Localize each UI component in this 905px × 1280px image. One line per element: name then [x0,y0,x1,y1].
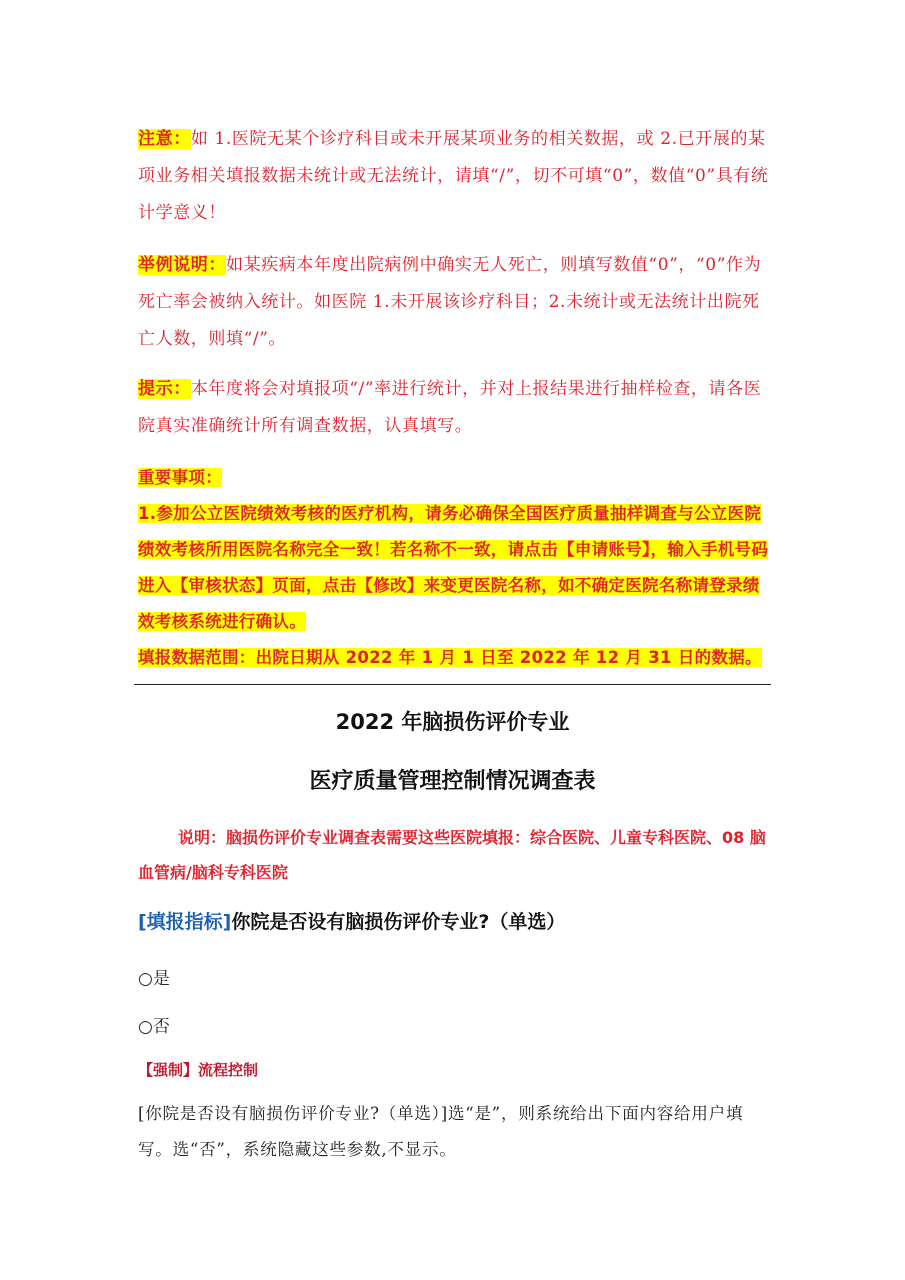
notice-paragraph [138,121,770,232]
data-range: 填报数据范围：出院日期从 2022 年 1 月 1 日至 2022 年 12 月 31 日的数据。 [138,648,762,667]
hint-paragraph [138,371,770,445]
page-title-line-2: 医疗质量管理控制情况调查表 [309,769,596,794]
option-yes[interactable]: ○是 [138,969,170,989]
example-paragraph [138,247,770,358]
hint-label: 提示： [138,379,191,399]
divider [134,684,771,685]
flow-control-text: [你院是否设有脑损伤评价专业?（单选）]选“是”，则系统给出下面内容给用户填写。选“否”，系统隐藏这些参数,不显示。 [138,1104,744,1159]
option-no[interactable]: ○否 [138,1017,170,1037]
question [138,907,770,934]
description: 说明：脑损伤评价专业调查表需要这些医院填报：综合医院、儿童专科医院、08 脑血管病/脑科专科医院 [138,828,766,882]
notice-text: 如 1.医院无某个诊疗科目或未开展某项业务的相关数据，或 2.已开展的某项业务相关填报数据未统计或无法统计，请填“/”，切不可填“0”，数值“0”具有统计学意义！ [138,129,769,223]
important-section [138,460,770,676]
notice-label: 注意： [138,129,191,149]
example-label: 举例说明： [138,255,226,275]
page-title-line-1: 2022 年脑损伤评价专业 [335,710,570,734]
flow-control-label: 【强制】流程控制 [138,1061,259,1079]
important-item-1: 1.参加公立医院绩效考核的医疗机构，请务必确保全国医疗质量抽样调查与公立医院绩效考核所用医院名称完全一致！若名称不一致，请点击【申请账号】，输入手机号码进入【审核状态】页面，点击【修改】来变更医院名称，如不确定医院名称请登录绩效考核系统进行确认。 [138,504,769,631]
example-text: 如某疾病本年度出院病例中确实无人死亡，则填写数值“0”，“0”作为死亡率会被纳入统计。如医院 1.未开展该诊疗科目；2.未统计或无法统计出院死亡人数，则填“/”。 [138,255,762,349]
important-label: 重要事项： [138,468,222,487]
question-text: 你院是否设有脑损伤评价专业?（单选） [231,911,566,933]
question-tag: [填报指标] [138,911,232,933]
hint-text: 本年度将会对填报项“/”率进行统计，并对上报结果进行抽样检查，请各医院真实准确统计所有调查数据，认真填写。 [138,379,762,436]
